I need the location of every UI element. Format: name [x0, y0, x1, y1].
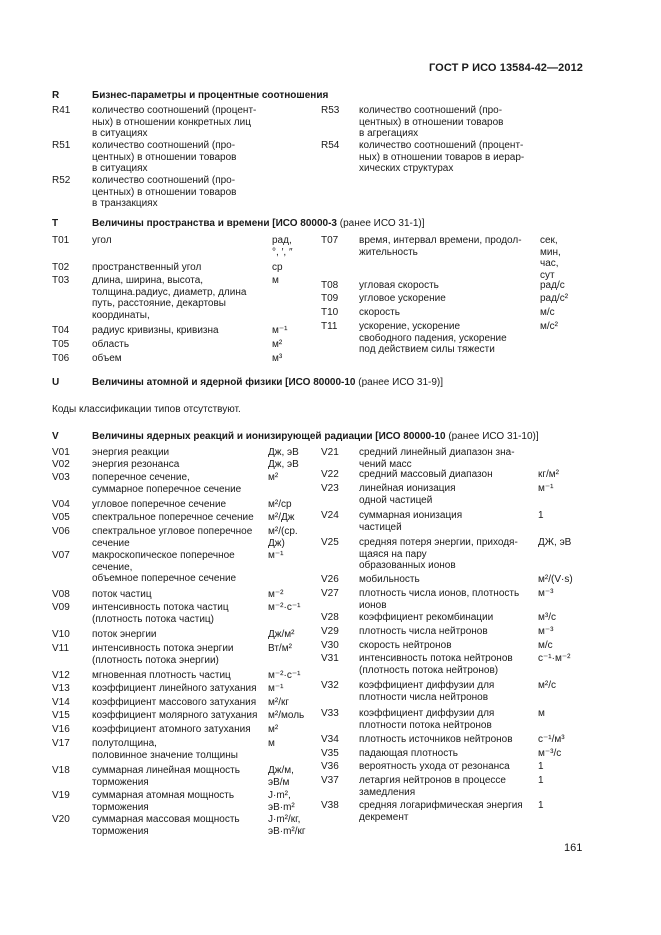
- entry-unit: рад/с: [540, 280, 565, 291]
- entry-unit: м/с: [538, 640, 553, 651]
- entry-code: V28: [321, 612, 339, 623]
- entry-unit: м²: [268, 724, 279, 735]
- entry-unit: м: [272, 275, 279, 286]
- section-title-suffix: (ранее ИСО 31-9)]: [355, 377, 444, 388]
- entry-text: коэффициент атомного затухания: [92, 724, 251, 735]
- entry-text: суммарная ионизация частицей: [359, 510, 463, 533]
- entry-unit: м⁻¹: [272, 325, 288, 336]
- entry-unit: м: [268, 738, 275, 749]
- entry-text: пространственный угол: [92, 262, 202, 273]
- entry-code: V33: [321, 708, 339, 719]
- entry-code: V18: [52, 765, 70, 776]
- section-heading-r: [52, 90, 328, 101]
- note-u: Коды классификации типов отсутствуют.: [52, 404, 241, 415]
- entry-code: V29: [321, 626, 339, 637]
- entry-code: V05: [52, 512, 70, 523]
- entry-text: радиус кривизны, кривизна: [92, 325, 219, 336]
- entry-unit: J·m², эВ·m²: [268, 790, 295, 813]
- entry-code: T11: [321, 321, 338, 332]
- entry-unit: м⁻²: [268, 589, 284, 600]
- entry-unit: 1: [538, 775, 544, 786]
- entry-unit: м³/с: [538, 612, 556, 623]
- entry-text: ускорение, ускорение свободного падения, ускорение под действием силы тяжести: [359, 321, 507, 355]
- section-title-suffix: (ранее ИСО 31-10)]: [445, 431, 539, 442]
- entry-unit: 1: [538, 510, 544, 521]
- entry-code: V02: [52, 459, 70, 470]
- entry-unit: м²/моль: [268, 710, 305, 721]
- entry-text: коэффициент рекомбинации: [359, 612, 494, 623]
- entry-code: T10: [321, 307, 339, 318]
- entry-unit: с⁻¹·м⁻²: [538, 653, 571, 664]
- entry-text: количество соотношений (процент- ных) в отношении товаров в иерар- хических структурах: [359, 140, 525, 174]
- entry-code: V32: [321, 680, 339, 691]
- section-heading-u: [52, 377, 443, 388]
- entry-text: суммарная атомная мощность торможения: [92, 790, 235, 813]
- entry-unit: ДЖ, эВ: [538, 537, 572, 548]
- entry-unit: Дж/м, эВ/м: [268, 765, 294, 788]
- entry-unit: м⁻¹: [268, 683, 284, 694]
- entry-code: V04: [52, 499, 70, 510]
- entry-unit: 1: [538, 800, 544, 811]
- section-title: Бизнес-параметры и процентные соотношения: [92, 90, 329, 101]
- entry-text: количество соотношений (про- центных) в отношении товаров в транзакциях: [92, 175, 237, 209]
- section-title: Величины пространства и времени [ИСО 80000-3: [92, 218, 337, 229]
- entry-text: энергия резонанса: [92, 459, 180, 470]
- entry-code: V31: [321, 653, 339, 664]
- entry-code: R52: [52, 175, 71, 186]
- entry-text: коэффициент диффузии для плотности числа нейтронов: [359, 680, 495, 703]
- entry-text: скорость нейтронов: [359, 640, 452, 651]
- entry-code: V16: [52, 724, 70, 735]
- entry-code: T02: [52, 262, 70, 273]
- entry-code: V23: [321, 483, 339, 494]
- page-header: ГОСТ Р ИСО 13584-42—2012: [428, 62, 583, 74]
- entry-unit: м²: [272, 339, 283, 350]
- entry-unit: Вт/м²: [268, 643, 292, 654]
- section-heading-t: [52, 218, 425, 229]
- entry-text: средняя потеря энергии, приходя- щаяся на пару образованных ионов: [359, 537, 518, 571]
- entry-code: V21: [321, 447, 339, 458]
- entry-unit: J·m²/кг, эВ·m²/кг: [268, 814, 306, 837]
- entry-code: T09: [321, 293, 339, 304]
- entry-unit: Дж, эВ: [268, 459, 299, 470]
- entry-text: макроскопическое поперечное сечение, объемное поперечное сечение: [92, 550, 237, 584]
- entry-code: R51: [52, 140, 71, 151]
- entry-unit: сек, мин, час, сут: [540, 235, 561, 281]
- section-code: U: [52, 377, 60, 388]
- entry-code: V20: [52, 814, 70, 825]
- entry-text: средний линейный диапазон зна- чений масс: [359, 447, 515, 470]
- entry-text: интенсивность потока энергии (плотность потока энергии): [92, 643, 234, 666]
- entry-unit: Дж, эВ: [268, 447, 299, 458]
- entry-text: коэффициент молярного затухания: [92, 710, 258, 721]
- entry-unit: рад, °, ′, ″: [272, 235, 293, 258]
- entry-unit: м²/(ср. Дж): [268, 526, 298, 549]
- entry-unit: рад/с²: [540, 293, 569, 304]
- entry-unit: м/с: [540, 307, 555, 318]
- entry-text: количество соотношений (про- центных) в отношении товаров в агрегациях: [359, 105, 504, 139]
- entry-code: T06: [52, 353, 70, 364]
- entry-unit: м⁻³: [538, 588, 554, 599]
- entry-text: коэффициент линейного затухания: [92, 683, 257, 694]
- section-code: T: [52, 218, 59, 229]
- entry-code: V24: [321, 510, 339, 521]
- section-title: Величины ядерных реакций и ионизирующей радиации [ИСО 80000-10: [92, 431, 446, 442]
- entry-code: V03: [52, 472, 70, 483]
- entry-text: количество соотношений (процент- ных) в отношении конкретных лиц в ситуациях: [92, 105, 257, 139]
- entry-unit: кг/м²: [538, 469, 560, 480]
- entry-unit: 1: [538, 761, 544, 772]
- entry-text: длина, ширина, высота, толщина.радиус, диаметр, длина путь, расстояние, декартовы координаты,: [92, 275, 247, 321]
- entry-text: суммарная линейная мощность торможения: [92, 765, 240, 788]
- entry-unit: м²/(V·s): [538, 574, 573, 585]
- entry-text: поток энергии: [92, 629, 157, 640]
- entry-unit: м: [538, 708, 545, 719]
- entry-code: R53: [321, 105, 340, 116]
- entry-code: R41: [52, 105, 71, 116]
- entry-unit: ср: [272, 262, 283, 273]
- entry-code: V37: [321, 775, 339, 786]
- entry-code: V06: [52, 526, 70, 537]
- entry-code: V22: [321, 469, 339, 480]
- entry-text: угол: [92, 235, 112, 246]
- entry-text: количество соотношений (про- центных) в отношении товаров в ситуациях: [92, 140, 237, 174]
- entry-text: угловое поперечное сечение: [92, 499, 227, 510]
- entry-code: R54: [321, 140, 340, 151]
- entry-text: спектральное угловое поперечное сечение: [92, 526, 253, 549]
- entry-unit: м⁻¹: [538, 483, 554, 494]
- entry-text: вероятность ухода от резонанса: [359, 761, 510, 772]
- entry-unit: с⁻¹/м³: [538, 734, 565, 745]
- entry-text: угловая скорость: [359, 280, 439, 291]
- entry-text: коэффициент массового затухания: [92, 697, 257, 708]
- entry-text: плотность источников нейтронов: [359, 734, 513, 745]
- page-number: 161: [564, 842, 583, 854]
- entry-text: падающая плотность: [359, 748, 459, 759]
- entry-code: V19: [52, 790, 70, 801]
- entry-code: V34: [321, 734, 339, 745]
- entry-code: V30: [321, 640, 339, 651]
- entry-text: время, интервал времени, продол- жительность: [359, 235, 522, 258]
- entry-text: коэффициент диффузии для плотности потока нейтронов: [359, 708, 495, 731]
- entry-code: T04: [52, 325, 70, 336]
- entry-text: мгновенная плотность частиц: [92, 670, 231, 681]
- entry-code: V15: [52, 710, 70, 721]
- entry-code: V36: [321, 761, 339, 772]
- entry-text: спектральное поперечное сечение: [92, 512, 254, 523]
- entry-text: мобильность: [359, 574, 420, 585]
- entry-text: поток частиц: [92, 589, 152, 600]
- entry-code: V01: [52, 447, 70, 458]
- entry-unit: м⁻²·с⁻¹: [268, 602, 301, 613]
- entry-text: поперечное сечение, суммарное поперечное сечение: [92, 472, 242, 495]
- entry-code: V07: [52, 550, 70, 561]
- entry-code: V14: [52, 697, 70, 708]
- entry-unit: м⁻¹: [268, 550, 284, 561]
- entry-unit: м⁻³: [538, 626, 554, 637]
- entry-text: летаргия нейтронов в процессе замедления: [359, 775, 506, 798]
- entry-text: линейная ионизация одной частицей: [359, 483, 456, 506]
- entry-text: угловое ускорение: [359, 293, 446, 304]
- section-code: R: [52, 90, 60, 101]
- entry-text: средний массовый диапазон: [359, 469, 493, 480]
- entry-unit: м⁻²·с⁻¹: [268, 670, 301, 681]
- entry-code: V13: [52, 683, 70, 694]
- entry-code: V35: [321, 748, 339, 759]
- entry-text: скорость: [359, 307, 400, 318]
- entry-text: область: [92, 339, 130, 350]
- entry-code: V25: [321, 537, 339, 548]
- entry-text: интенсивность потока нейтронов (плотность потока нейтронов): [359, 653, 513, 676]
- entry-code: V10: [52, 629, 70, 640]
- entry-text: плотность числа нейтронов: [359, 626, 488, 637]
- entry-unit: Дж/м²: [268, 629, 295, 640]
- entry-unit: м⁻³/с: [538, 748, 562, 759]
- entry-code: V26: [321, 574, 339, 585]
- entry-code: T08: [321, 280, 339, 291]
- entry-code: V38: [321, 800, 339, 811]
- entry-code: T07: [321, 235, 339, 246]
- entry-unit: м³: [272, 353, 283, 364]
- entry-text: суммарная массовая мощность торможения: [92, 814, 240, 837]
- section-heading-v: [52, 431, 539, 442]
- entry-code: V08: [52, 589, 70, 600]
- entry-unit: м²/с: [538, 680, 556, 691]
- entry-unit: м/с²: [540, 321, 558, 332]
- entry-unit: м²: [268, 472, 279, 483]
- entry-code: T01: [52, 235, 70, 246]
- entry-text: плотность числа ионов, плотность ионов: [359, 588, 520, 611]
- entry-code: T05: [52, 339, 70, 350]
- entry-code: V17: [52, 738, 70, 749]
- entry-unit: м²/ср: [268, 499, 292, 510]
- entry-text: энергия реакции: [92, 447, 170, 458]
- entry-code: V09: [52, 602, 70, 613]
- entry-code: T03: [52, 275, 70, 286]
- entry-text: интенсивность потока частиц (плотность потока частиц): [92, 602, 229, 625]
- section-code: V: [52, 431, 59, 442]
- entry-code: V11: [52, 643, 70, 654]
- entry-unit: м²/кг: [268, 697, 290, 708]
- entry-code: V27: [321, 588, 339, 599]
- section-title: Величины атомной и ядерной физики [ИСО 80000-10: [92, 377, 356, 388]
- entry-unit: м²/Дж: [268, 512, 295, 523]
- entry-text: полутолщина, половинное значение толщины: [92, 738, 238, 761]
- entry-text: объем: [92, 353, 122, 364]
- entry-text: средняя логарифмическая энергия декремент: [359, 800, 523, 823]
- section-title-suffix: (ранее ИСО 31-1)]: [337, 218, 425, 229]
- entry-code: V12: [52, 670, 70, 681]
